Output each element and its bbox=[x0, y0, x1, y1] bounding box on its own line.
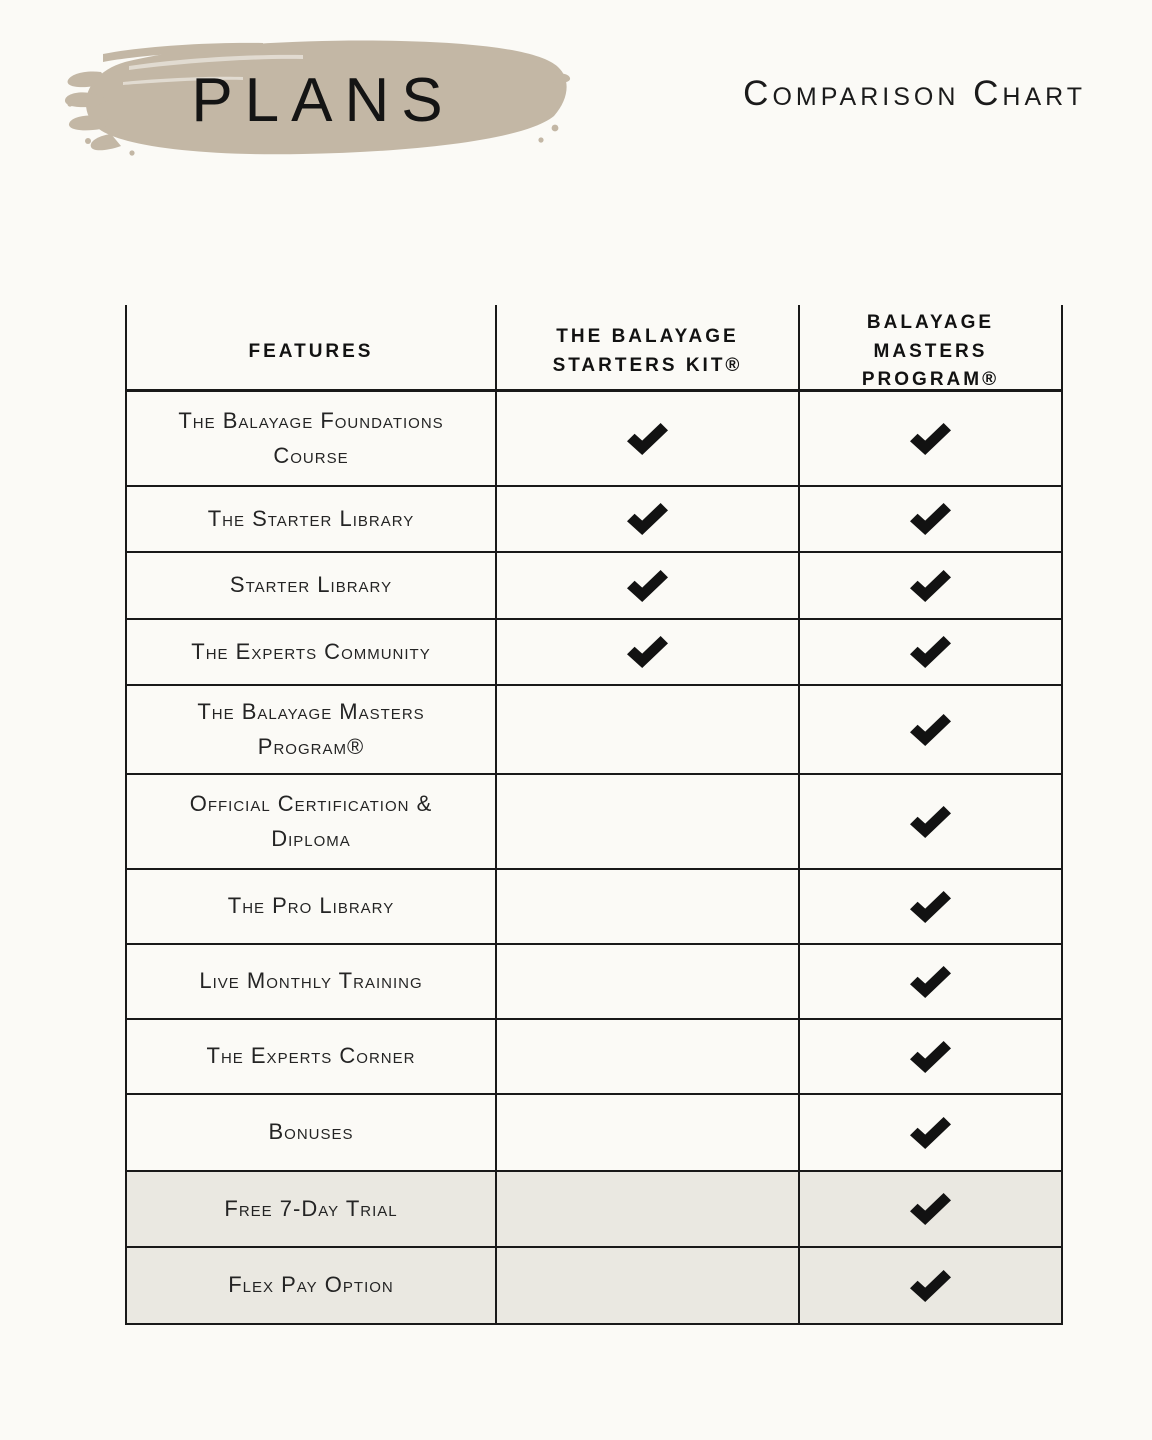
masters-check-cell bbox=[800, 553, 1061, 618]
comparison-table bbox=[125, 305, 1063, 1325]
check-icon bbox=[910, 1117, 951, 1149]
table-row bbox=[127, 487, 1061, 553]
check-icon bbox=[910, 1193, 951, 1225]
feature-cell: The Balayage Masters Program® bbox=[127, 686, 497, 773]
table-row bbox=[127, 392, 1061, 487]
check-icon bbox=[910, 1041, 951, 1073]
feature-cell: Free 7-Day Trial bbox=[127, 1172, 497, 1246]
table-row bbox=[127, 553, 1061, 620]
starters-check-cell bbox=[497, 775, 800, 868]
check-icon bbox=[910, 966, 951, 998]
starters-check-cell bbox=[497, 553, 800, 618]
feature-cell: Official Certification & Diploma bbox=[127, 775, 497, 868]
feature-cell: The Balayage Foundations Course bbox=[127, 392, 497, 485]
masters-check-cell bbox=[800, 1095, 1061, 1170]
feature-cell: Starter Library bbox=[127, 553, 497, 618]
column-header-features: FEATURES bbox=[127, 305, 497, 399]
masters-check-cell bbox=[800, 620, 1061, 684]
table-row bbox=[127, 1095, 1061, 1172]
feature-cell: Flex Pay Option bbox=[127, 1248, 497, 1323]
masters-check-cell bbox=[800, 775, 1061, 868]
feature-cell: Bonuses bbox=[127, 1095, 497, 1170]
feature-cell: The Experts Corner bbox=[127, 1020, 497, 1093]
starters-check-cell bbox=[497, 620, 800, 684]
masters-check-cell bbox=[800, 870, 1061, 943]
column-header-starters-kit: THE BALAYAGE STARTERS KIT® bbox=[497, 305, 800, 399]
feature-cell: The Experts Community bbox=[127, 620, 497, 684]
column-header-masters-program: BALAYAGE MASTERS PROGRAM® bbox=[861, 312, 1000, 390]
table-row bbox=[127, 686, 1061, 775]
check-icon bbox=[910, 714, 951, 746]
table-row bbox=[127, 945, 1061, 1020]
masters-check-cell bbox=[800, 1172, 1061, 1246]
table-row bbox=[127, 620, 1061, 686]
plans-banner bbox=[63, 36, 571, 164]
starters-check-cell bbox=[497, 1020, 800, 1093]
check-icon bbox=[627, 503, 668, 535]
starters-check-cell bbox=[497, 870, 800, 943]
masters-check-cell bbox=[800, 487, 1061, 551]
table-row bbox=[127, 1020, 1061, 1095]
feature-cell: The Starter Library bbox=[127, 487, 497, 551]
table-row bbox=[127, 1248, 1061, 1323]
masters-check-cell bbox=[800, 945, 1061, 1018]
masters-check-cell bbox=[800, 1020, 1061, 1093]
starters-check-cell bbox=[497, 1172, 800, 1246]
starters-check-cell bbox=[497, 1095, 800, 1170]
check-icon bbox=[910, 423, 951, 455]
check-icon bbox=[910, 1270, 951, 1302]
masters-check-cell bbox=[800, 686, 1061, 773]
table-header-row bbox=[127, 305, 1061, 392]
table-row bbox=[127, 775, 1061, 870]
check-icon bbox=[910, 891, 951, 923]
check-icon bbox=[910, 806, 951, 838]
masters-check-cell bbox=[800, 1248, 1061, 1323]
check-icon bbox=[627, 570, 668, 602]
check-icon bbox=[627, 636, 668, 668]
chart-subtitle: Comparison Chart bbox=[743, 74, 1086, 113]
table-row bbox=[127, 870, 1061, 945]
page-title: PLANS bbox=[191, 65, 455, 135]
masters-check-cell bbox=[800, 392, 1061, 485]
table-row bbox=[127, 1172, 1061, 1248]
starters-check-cell bbox=[497, 487, 800, 551]
check-icon bbox=[910, 503, 951, 535]
feature-cell: Live Monthly Training bbox=[127, 945, 497, 1018]
starters-check-cell bbox=[497, 392, 800, 485]
check-icon bbox=[910, 636, 951, 668]
starters-check-cell bbox=[497, 1248, 800, 1323]
feature-cell: The Pro Library bbox=[127, 870, 497, 943]
starters-check-cell bbox=[497, 686, 800, 773]
starters-check-cell bbox=[497, 945, 800, 1018]
check-icon bbox=[627, 423, 668, 455]
check-icon bbox=[910, 570, 951, 602]
